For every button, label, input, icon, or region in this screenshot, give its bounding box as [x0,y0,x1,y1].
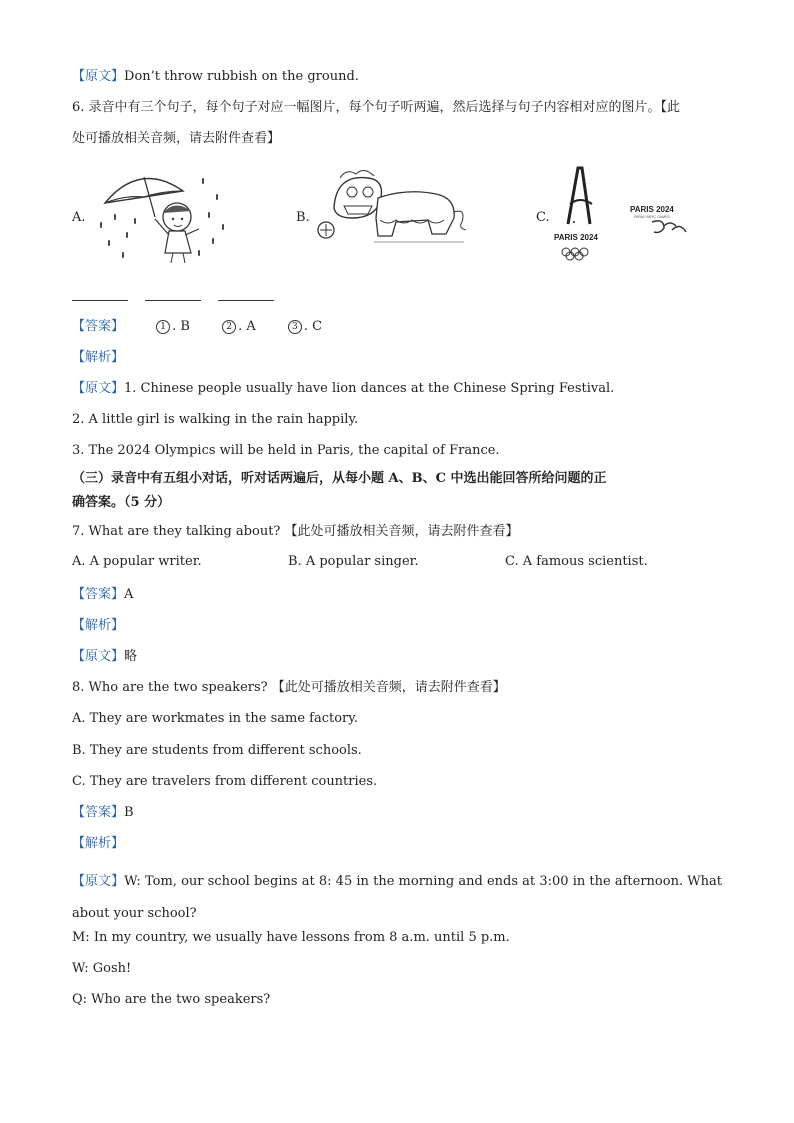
paris-2024-logo-image [552,160,702,275]
q7-answer-line [72,586,133,603]
original-sentence-3: 3. The 2024 Olympics will be held in Paris, the capital of France. [72,443,500,458]
original-sentence-1: 1. Chinese people usually have lion dances at the Chinese Spring Festival. [124,381,615,396]
original-tag: 【原文】 [72,874,125,889]
answer-number-3: 3 [288,320,302,334]
q7-question: 7. What are they talking about? 【此处可播放相关音频，请去附件查看】 [72,524,519,539]
logo-text-paris-2024-paralympic: PARIS 2024 [630,205,674,214]
original-tag: 【原文】 [72,649,125,664]
section3-heading-line2: 确答案。（5 分） [72,495,171,510]
section3-heading-line1: （三）录音中有五组小对话，听对话两遍后，从每小题 A、B、C 中选出能回答所给问题的正 [72,471,607,486]
q6-analysis-tag: 【解析】 [72,350,125,365]
q6-answer-line [72,318,322,335]
q6-instruction-line2: 处可播放相关音频，请去附件查看】 [72,131,281,146]
q8-dialogue-q: Q: Who are the two speakers? [72,992,271,1007]
answer-tag: 【答案】 [72,587,125,602]
answer-value-2: . A [238,319,256,334]
original-tag: 【原文】 [72,69,125,84]
original-sentence-2: 2. A little girl is walking in the rain happily. [72,412,359,427]
q8-option-a[interactable]: A. They are workmates in the same factory. [72,711,359,726]
q6-option-a-label: A. [72,210,86,225]
logo-text-paris-2024: PARIS 2024 [554,233,598,242]
q6-option-b-label: B. [296,210,310,225]
original-tag: 【原文】 [72,381,125,396]
answer-tag: 【答案】 [72,805,125,820]
answer-number-1: 1 [156,320,170,334]
answer-blank-1[interactable] [72,300,128,301]
q8-dialogue-m1: M: In my country, we usually have lessons from 8 a.m. until 5 p.m. [72,930,510,945]
q8-dialogue-w1: W: Tom, our school begins at 8: 45 in the morning and ends at 3:00 in the afternoon. What about your school? [72,874,722,921]
q7-option-c[interactable]: C. A famous scientist. [505,554,648,569]
q7-original-line [72,648,137,665]
q8-option-b[interactable]: B. They are students from different schools. [72,743,362,758]
lion-dance-image [316,168,476,258]
q6-option-c-label: C. [536,210,550,225]
q7-answer: A [124,587,134,602]
q7-analysis-tag: 【解析】 [72,618,125,633]
girl-umbrella-image [95,165,235,265]
prev-original-line [72,68,359,85]
q7-option-a[interactable]: A. A popular writer. [72,554,202,569]
q7-original: 略 [124,649,138,664]
answer-value-3: . C [303,319,323,334]
answer-blank-3[interactable] [218,300,274,301]
answer-blank-2[interactable] [145,300,201,301]
answer-value-1: . B [172,319,190,334]
logo-text-paralympic-games: PARALYMPIC GAMES [634,215,670,219]
q8-answer-line [72,804,134,821]
q6-original-line1 [72,380,614,397]
q8-analysis-tag: 【解析】 [72,836,125,851]
q8-original-w1 [72,866,722,930]
q7-option-b[interactable]: B. A popular singer. [288,554,419,569]
q8-question: 8. Who are the two speakers? 【此处可播放相关音频，请去附件查看】 [72,680,506,695]
q8-dialogue-w2: W: Gosh! [72,961,132,976]
q8-answer: B [124,805,134,820]
q6-instruction-line1: 6. 录音中有三个句子，每个句子对应一幅图片，每个句子听两遍，然后选择与句子内容相对应的图片。【此 [72,100,681,115]
answer-tag: 【答案】 [72,319,125,334]
q8-option-c[interactable]: C. They are travelers from different countries. [72,774,378,789]
answer-number-2: 2 [222,320,236,334]
original-text: Don’t throw rubbish on the ground. [124,69,359,84]
